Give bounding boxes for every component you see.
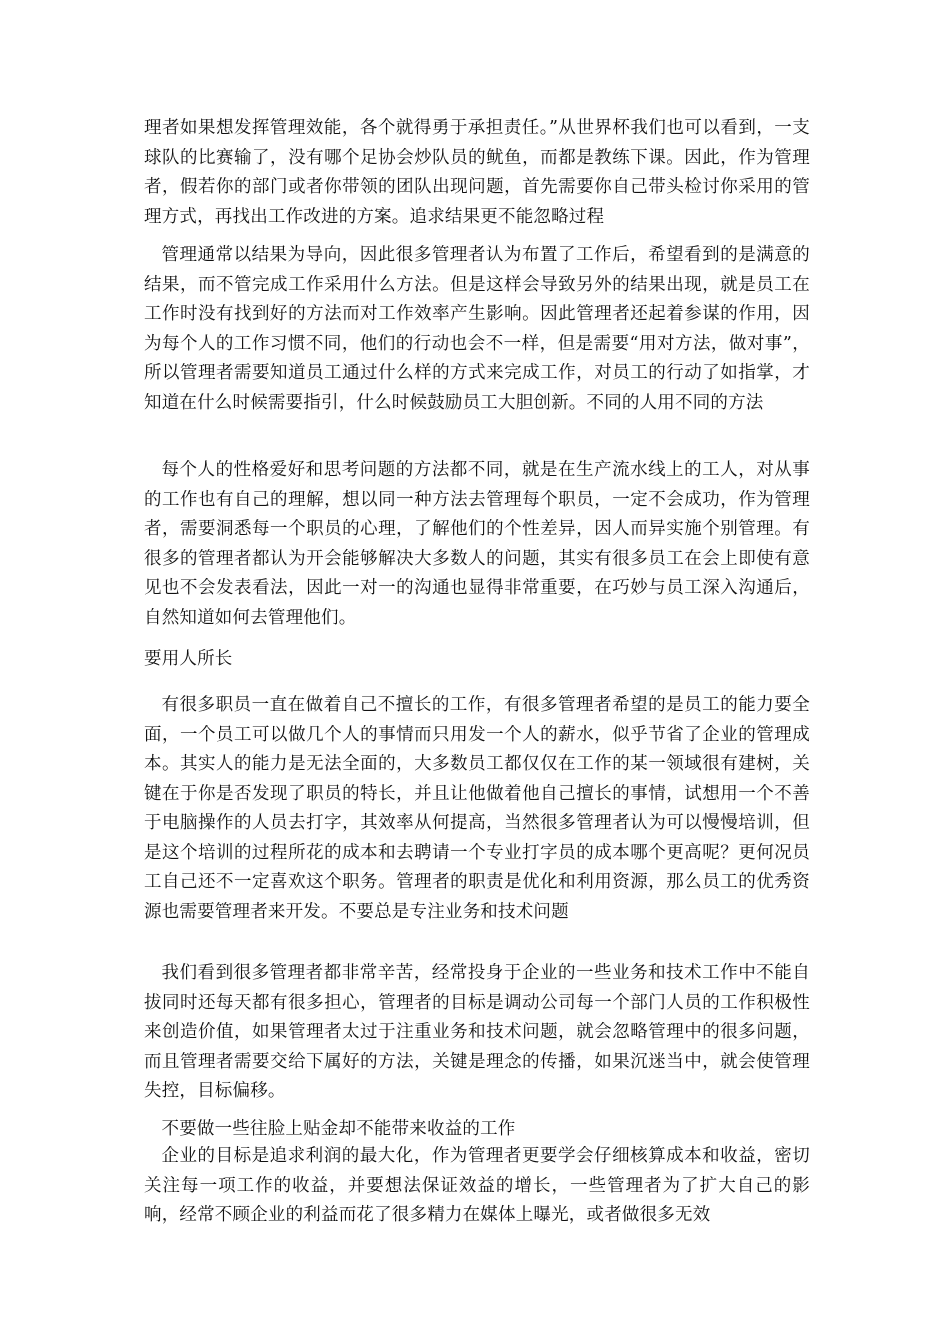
section-heading-profit: 不要做一些往脸上贴金却不能带来收益的工作 xyxy=(161,1119,516,1139)
paragraph-accountability: 理者如果想发挥管理效能，各个就得勇于承担责任。”从世界杯我们也可以看到，一支球队的比赛输了，没有哪个足协会炒队员的鱿鱼，而都是教练下课。因此，作为管理者，假若你的部门或者你带领的团队出现问题，首先需要你自己带头检讨你采用的管理方式，再找出工作改进的方案。追求结果更不能忽略过程 xyxy=(144,118,810,227)
paragraph-strengths: 有很多职员一直在做着自己不擅长的工作，有很多管理者希望的是员工的能力要全面，一个员工可以做几个人的事情而只用发一个人的薪水，似乎节省了企业的管理成本。其实人的能力是无法全面的，大多数员工都仅仅在工作的某一领域很有建树，关键在于你是否发现了职员的特长，并且让他做着他自己擅长的事情，试想用一个不善于电脑操作的人员去打字，其效率从何提高，当然很多管理者认为可以慢慢培训，但是这个培训的过程所花的成本和去聘请一个专业打字员的成本哪个更高呢？更何况员工自己还不一定喜欢这个职务。管理者的职责是优化和利用资源，那么员工的优秀资源也需要管理者来开发。不要总是专注业务和技术问题 xyxy=(144,695,810,922)
paragraph-process: 管理通常以结果为导向，因此很多管理者认为布置了工作后，希望看到的是满意的结果，而不管完成工作采用什么方法。但是这样会导致另外的结果出现，就是员工在工作时没有找到好的方法而对工作效率产生影响。因此管理者还起着参谋的作用，因为每个人的工作习惯不同，他们的行动也会不一样，但是需要“用对方法，做对事”，所以管理者需要知道员工通过什么样的方式来完成工作，对员工的行动了如指掌，才知道在什么时候需要指引，什么时候鼓励员工大胆创新。不同的人用不同的方法 xyxy=(144,245,810,413)
paragraph-profit: 企业的目标是追求利润的最大化，作为管理者更要学会仔细核算成本和收益，密切关注每一项工作的收益，并要想法保证效益的增长，一些管理者为了扩大自己的影响，经常不顾企业的利益而花了很多精力在媒体上曝光，或者做很多无效 xyxy=(144,1146,810,1225)
paragraph-business-focus: 我们看到很多管理者都非常辛苦，经常投身于企业的一些业务和技术工作中不能自拔同时还每天都有很多担心，管理者的目标是调动公司每一个部门人员的工作积极性来创造价值，如果管理者太过于注重业务和技术问题，就会忽略管理中的很多问题，而且管理者需要交给下属好的方法，关键是理念的传播，如果沉迷当中，就会使管理失控，目标偏移。 xyxy=(144,963,810,1101)
paragraph-individual-management: 每个人的性格爱好和思考问题的方法都不同，就是在生产流水线上的工人，对从事的工作也有自己的理解，想以同一种方法去管理每个职员，一定不会成功，作为管理者，需要洞悉每一个职员的心理，了解他们的个性差异，因人而异实施个别管理。有很多的管理者都认为开会能够解决大多数人的问题，其实有很多员工在会上即使有意见也不会发表看法，因此一对一的沟通也显得非常重要，在巧妙与员工深入沟通后，自然知道如何去管理他们。 xyxy=(144,460,810,628)
section-heading-strengths: 要用人所长 xyxy=(144,649,233,669)
